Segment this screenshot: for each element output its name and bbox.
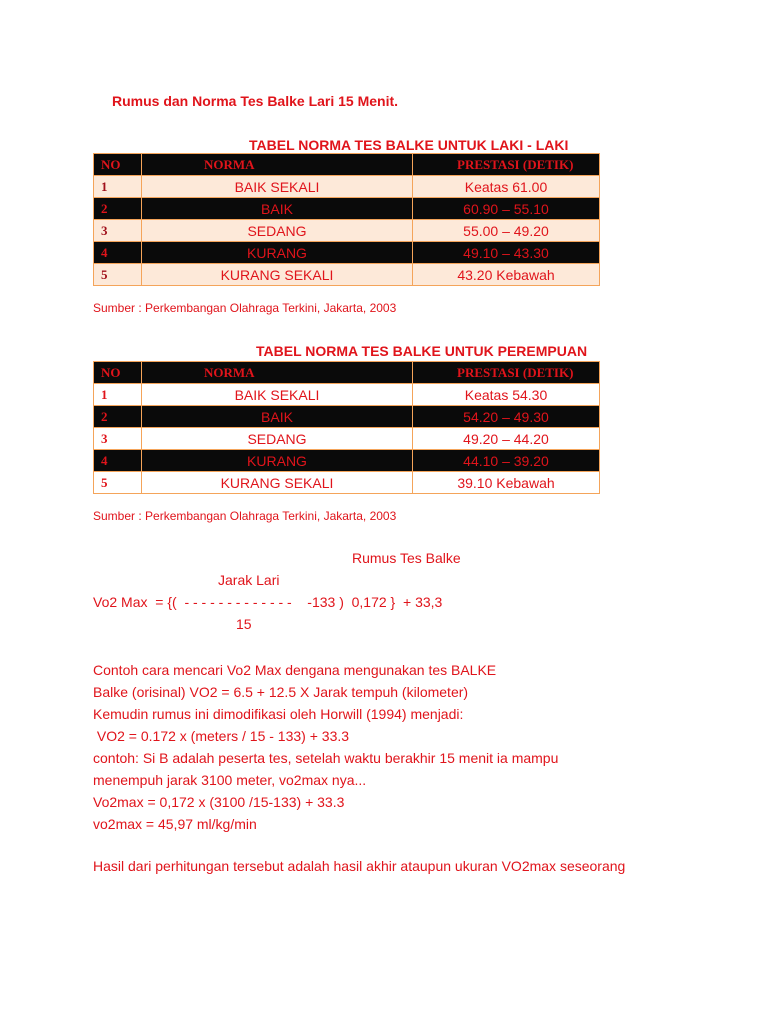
cell-no: 4	[94, 242, 142, 264]
cell-no: 5	[94, 264, 142, 286]
cell-norma: KURANG SEKALI	[142, 264, 413, 286]
header-norma: NORMA	[142, 362, 413, 384]
example-line: menempuh jarak 3100 meter, vo2max nya...	[93, 772, 367, 788]
table-title-female: TABEL NORMA TES BALKE UNTUK PEREMPUAN	[256, 343, 588, 359]
cell-no: 5	[94, 472, 142, 494]
cell-norma: KURANG	[142, 450, 413, 472]
table-title-male: TABEL NORMA TES BALKE UNTUK LAKI - LAKI	[249, 137, 569, 153]
cell-prestasi: 44.10 – 39.20	[413, 450, 600, 472]
example-line: vo2max = 45,97 ml/kg/min	[93, 816, 257, 832]
cell-no: 1	[94, 384, 142, 406]
cell-no: 4	[94, 450, 142, 472]
table-header-row	[94, 362, 600, 384]
cell-norma: BAIK SEKALI	[142, 384, 413, 406]
table-row	[94, 406, 600, 428]
cell-norma: SEDANG	[142, 220, 413, 242]
formula-denominator: 15	[236, 616, 252, 632]
cell-prestasi: Keatas 61.00	[413, 176, 600, 198]
table-row	[94, 450, 600, 472]
document-title: Rumus dan Norma Tes Balke Lari 15 Menit.	[112, 93, 399, 109]
cell-prestasi: 39.10 Kebawah	[413, 472, 600, 494]
example-line: VO2 = 0.172 x (meters / 15 - 133) + 33.3	[93, 728, 350, 744]
table-row	[94, 198, 600, 220]
cell-norma: KURANG	[142, 242, 413, 264]
cell-prestasi: 49.10 – 43.30	[413, 242, 600, 264]
table-row	[94, 428, 600, 450]
source-note-male: Sumber : Perkembangan Olahraga Terkini, Jakarta, 2003	[93, 301, 397, 315]
example-line: Kemudin rumus ini dimodifikasi oleh Horwill (1994) menjadi:	[93, 706, 464, 722]
example-line: Balke (orisinal) VO2 = 6.5 + 12.5 X Jarak tempuh (kilometer)	[93, 684, 469, 700]
table-row	[94, 176, 600, 198]
table-row	[94, 220, 600, 242]
table-row	[94, 472, 600, 494]
formula-expression: Vo2 Max = {( - - - - - - - - - - - - - -133 ) 0,172 } + 33,3	[93, 594, 443, 610]
header-norma: NORMA	[142, 154, 413, 176]
example-line: contoh: Si B adalah peserta tes, setelah waktu berakhir 15 menit ia mampu	[93, 750, 559, 766]
cell-no: 3	[94, 220, 142, 242]
example-line: Vo2max = 0,172 x (3100 /15-133) + 33.3	[93, 794, 345, 810]
table-row	[94, 242, 600, 264]
table-header-row	[94, 154, 600, 176]
cell-norma: SEDANG	[142, 428, 413, 450]
source-note-female: Sumber : Perkembangan Olahraga Terkini, Jakarta, 2003	[93, 509, 397, 523]
header-no: NO	[94, 154, 142, 176]
cell-no: 3	[94, 428, 142, 450]
cell-prestasi: 55.00 – 49.20	[413, 220, 600, 242]
cell-norma: BAIK SEKALI	[142, 176, 413, 198]
header-prestasi: PRESTASI (DETIK)	[413, 154, 600, 176]
formula-heading: Rumus Tes Balke	[352, 550, 461, 566]
table-row	[94, 384, 600, 406]
norma-table-female	[93, 361, 600, 494]
cell-norma: BAIK	[142, 406, 413, 428]
example-line: Contoh cara mencari Vo2 Max dengana mengunakan tes BALKE	[93, 662, 497, 678]
norma-table-male	[93, 153, 600, 286]
header-prestasi: PRESTASI (DETIK)	[413, 362, 600, 384]
cell-norma: KURANG SEKALI	[142, 472, 413, 494]
cell-prestasi: 43.20 Kebawah	[413, 264, 600, 286]
conclusion-paragraph: Hasil dari perhitungan tersebut adalah hasil akhir ataupun ukuran VO2max seseorang	[93, 858, 626, 874]
cell-no: 1	[94, 176, 142, 198]
cell-prestasi: 54.20 – 49.30	[413, 406, 600, 428]
formula-numerator: Jarak Lari	[218, 572, 280, 588]
cell-prestasi: 49.20 – 44.20	[413, 428, 600, 450]
example-block	[93, 659, 558, 835]
cell-no: 2	[94, 406, 142, 428]
cell-norma: BAIK	[142, 198, 413, 220]
cell-prestasi: 60.90 – 55.10	[413, 198, 600, 220]
cell-prestasi: Keatas 54.30	[413, 384, 600, 406]
header-no: NO	[94, 362, 142, 384]
table-row	[94, 264, 600, 286]
cell-no: 2	[94, 198, 142, 220]
